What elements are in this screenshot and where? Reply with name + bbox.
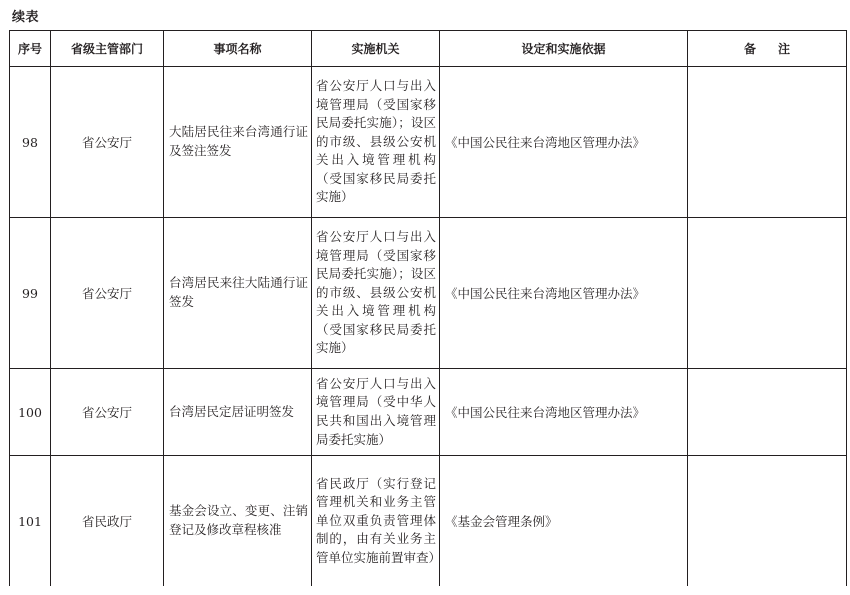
- page-cutoff: [0, 586, 850, 595]
- header-agency: 实施机关: [312, 31, 440, 67]
- table-row: [10, 456, 847, 587]
- cell-note: [688, 67, 847, 218]
- cell-basis: 《基金会管理条例》: [440, 456, 688, 587]
- cell-note: [688, 456, 847, 587]
- table-row: [10, 218, 847, 369]
- cell-item: 大陆居民往来台湾通行证及签注签发: [164, 67, 312, 218]
- cell-seq: 100: [10, 369, 51, 456]
- table-caption: 续表: [12, 10, 40, 25]
- cell-agency: 省民政厅（实行登记管理机关和业务主管单位双重负责管理体制的，由有关业务主管单位实施前置审查）: [312, 456, 440, 587]
- cell-note: [688, 218, 847, 369]
- cell-item: 基金会设立、变更、注销登记及修改章程核准: [164, 456, 312, 587]
- cell-agency: 省公安厅人口与出入境管理局（受中华人民共和国出入境管理局委托实施）: [312, 369, 440, 456]
- cell-basis: 《中国公民往来台湾地区管理办法》: [440, 218, 688, 369]
- cell-dept: 省公安厅: [51, 369, 164, 456]
- cell-item: 台湾居民来往大陆通行证签发: [164, 218, 312, 369]
- cell-dept: 省公安厅: [51, 218, 164, 369]
- cell-item: 台湾居民定居证明签发: [164, 369, 312, 456]
- header-item: 事项名称: [164, 31, 312, 67]
- header-note: 备注: [688, 31, 847, 67]
- cell-basis: 《中国公民往来台湾地区管理办法》: [440, 369, 688, 456]
- cell-seq: 98: [10, 67, 51, 218]
- cell-dept: 省公安厅: [51, 67, 164, 218]
- cell-seq: 99: [10, 218, 51, 369]
- cell-agency: 省公安厅人口与出入境管理局（受国家移民局委托实施）；设区的市级、县级公安机关出入境管理机构（受国家移民局委托实施）: [312, 67, 440, 218]
- table-row: [10, 67, 847, 218]
- header-dept: 省级主管部门: [51, 31, 164, 67]
- header-row: [10, 31, 847, 67]
- header-basis: 设定和实施依据: [440, 31, 688, 67]
- cell-basis: 《中国公民往来台湾地区管理办法》: [440, 67, 688, 218]
- table-row: [10, 369, 847, 456]
- header-seq: 序号: [10, 31, 51, 67]
- cell-seq: 101: [10, 456, 51, 587]
- cell-note: [688, 369, 847, 456]
- cell-dept: 省民政厅: [51, 456, 164, 587]
- permit-table: [9, 30, 847, 587]
- cell-agency: 省公安厅人口与出入境管理局（受国家移民局委托实施）；设区的市级、县级公安机关出入境管理机构（受国家移民局委托实施）: [312, 218, 440, 369]
